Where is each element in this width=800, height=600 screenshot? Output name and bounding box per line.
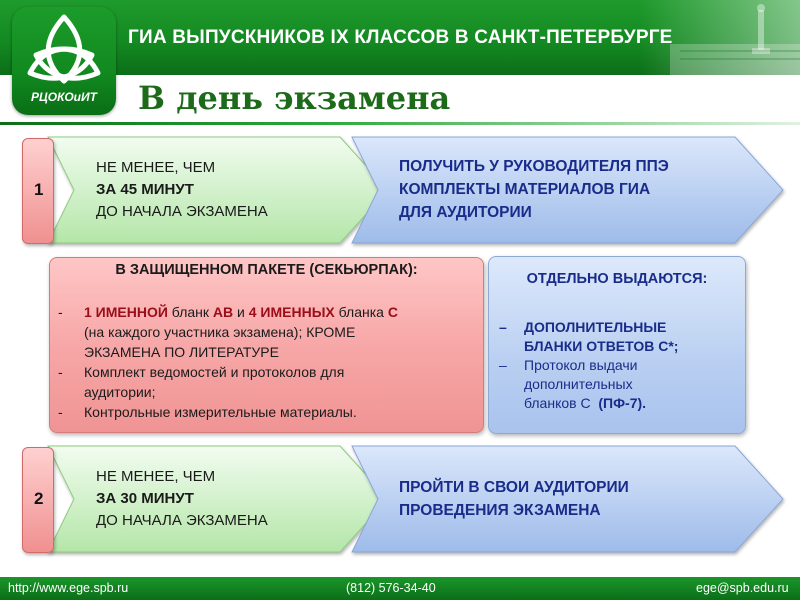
blank-type-ab: АВ	[212, 304, 234, 320]
bullet: –	[499, 357, 507, 373]
secure-package-item-forms	[58, 362, 478, 402]
step-1-time-line1: НЕ МЕНЕЕ, ЧЕМ	[96, 159, 216, 176]
secure-package-item-kim	[58, 402, 478, 422]
secure-package-box	[49, 257, 484, 433]
bullet: -	[58, 404, 63, 420]
footer-phone: (812) 576-34-40	[346, 581, 436, 595]
secure-package-item-blanks-line2: (на каждого участника экзамена); КРОМЕ	[84, 324, 356, 340]
secure-package-item-blanks-line3: ЭКЗАМЕНА ПО ЛИТЕРАТУРЕ	[84, 344, 279, 360]
blank-type-c: С	[387, 304, 398, 320]
step-2-time-line1: НЕ МЕНЕЕ, ЧЕМ	[96, 468, 216, 485]
bullet: -	[58, 364, 63, 380]
secure-package-item-forms-line1: Комплект ведомостей и протоколов для	[84, 364, 345, 380]
footer-website-link[interactable]: http://www.ege.spb.ru	[8, 581, 129, 595]
step-1-number: 1	[34, 180, 44, 199]
step-2-action-line2: ПРОВЕДЕНИЯ ЭКЗАМЕНА	[399, 502, 601, 519]
footer-bar	[0, 577, 800, 600]
step-1-action-text	[399, 155, 669, 224]
protocol-form-code: (ПФ-7).	[598, 395, 647, 411]
separate-item-protocol	[499, 356, 735, 413]
separate-issue-title: ОТДЕЛЬНО ВЫДАЮТСЯ:	[526, 271, 708, 287]
separate-item-protocol-line2: дополнительных	[524, 376, 633, 392]
blank-word-2: бланка	[334, 304, 388, 320]
page-title: В день экзамена	[138, 79, 451, 117]
step-1-time-line2: ЗА 45 МИНУТ	[96, 181, 194, 198]
separate-issue-list	[499, 318, 735, 413]
step-1-time-line3: ДО НАЧАЛА ЭКЗАМЕНА	[96, 203, 268, 220]
blank-count-text: 1 ИМЕННОЙ	[84, 304, 168, 320]
separate-item-protocol-line3	[524, 394, 735, 413]
separate-issue-box	[488, 256, 746, 434]
secure-package-list	[58, 302, 478, 422]
secure-package-item-kim-text: Контрольные измерительные материалы.	[84, 404, 357, 420]
blank-word: бланк	[167, 304, 213, 320]
secure-package-item-blanks	[58, 302, 478, 362]
step-2-time-line2: ЗА 30 МИНУТ	[96, 490, 194, 507]
step-2-action-text	[399, 476, 629, 522]
step-2-number: 2	[34, 489, 44, 508]
step-1-time-text	[96, 157, 268, 223]
step-2-time-text	[96, 466, 268, 532]
secure-package-title: В ЗАЩИЩЕННОМ ПАКЕТЕ (СЕКЬЮРПАК):	[115, 262, 418, 278]
step-2-time-line3: ДО НАЧАЛА ЭКЗАМЕНА	[96, 512, 268, 529]
header-title: ГИА ВЫПУСКНИКОВ IX КЛАССОВ В САНКТ-ПЕТЕРБУРГЕ	[128, 27, 673, 48]
bullet: –	[499, 319, 507, 335]
logo-label: РЦОКОиИТ	[31, 90, 97, 104]
footer-email-link[interactable]: ege@spb.edu.ru	[696, 581, 789, 595]
step-1-action-line1: ПОЛУЧИТЬ У РУКОВОДИТЕЛЯ ППЭ	[399, 158, 669, 175]
separate-item-extra-blanks	[499, 318, 735, 356]
step-1-action-line2: КОМПЛЕКТЫ МАТЕРИАЛОВ ГИА	[399, 181, 651, 198]
step-2-action-line1: ПРОЙТИ В СВОИ АУДИТОРИИ	[399, 479, 629, 496]
blank-count-text-2: 4 ИМЕННЫХ	[248, 304, 335, 320]
conjunction: и	[233, 304, 249, 320]
separate-item-protocol-line1: Протокол выдачи	[524, 357, 638, 373]
protocol-blank-c: бланков С	[524, 395, 591, 411]
bullet: -	[58, 304, 63, 320]
secure-package-item-forms-line2: аудитории;	[84, 384, 156, 400]
step-1-action-line3: ДЛЯ АУДИТОРИИ	[399, 204, 532, 221]
separate-item-extra-blanks-line1: ДОПОЛНИТЕЛЬНЫЕ	[524, 319, 667, 335]
separate-item-extra-blanks-line2: БЛАНКИ ОТВЕТОВ С*;	[524, 338, 679, 354]
